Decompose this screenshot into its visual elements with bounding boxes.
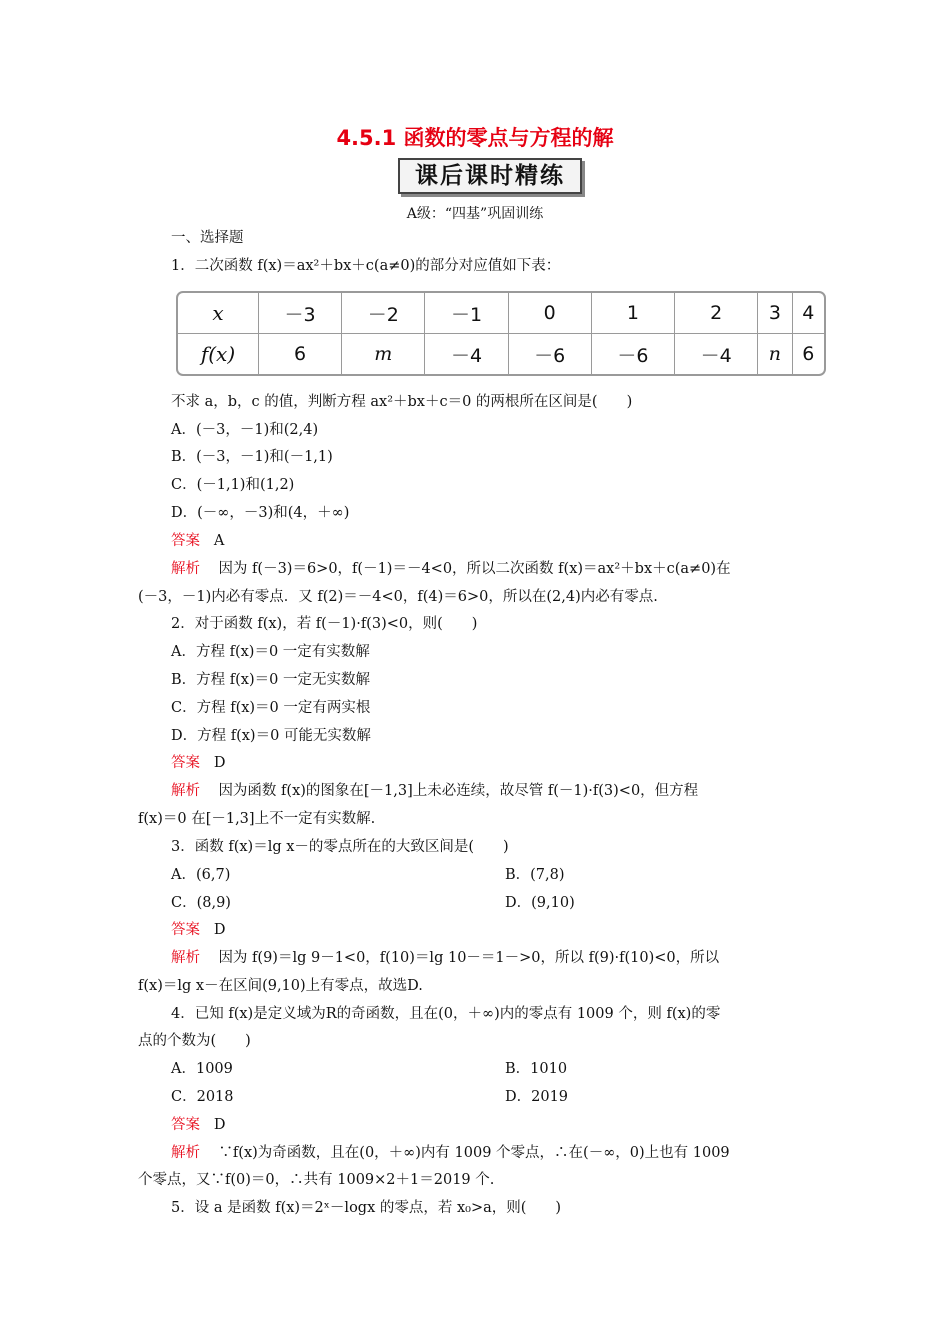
analysis-text: 因为函数 f(x)的图象在[－1,3]上未必连续，故尽管 f(－1)·f(3)<0，但方程 — [218, 783, 699, 799]
section-banner: 课后课时精练 — [398, 158, 582, 194]
q2-analysis-cont: f(x)＝0 在[－1,3]上不一定有实数解. — [138, 811, 376, 827]
table-cell: －3 — [259, 293, 342, 334]
q3-answer — [171, 920, 225, 940]
q4-stem-cont: 点的个数为( ) — [138, 1033, 251, 1049]
table-header-x: x — [178, 293, 259, 334]
q3-analysis — [171, 948, 719, 968]
q4-analysis — [171, 1143, 730, 1163]
table-cell: －2 — [342, 293, 425, 334]
answer-label: 答案 — [171, 1117, 200, 1133]
q4-answer — [171, 1115, 225, 1135]
answer-value: D — [213, 755, 226, 771]
table-cell: －1 — [425, 293, 508, 334]
table-cell: 4 — [793, 293, 824, 334]
q1-analysis — [171, 559, 731, 579]
table-cell: 2 — [675, 293, 758, 334]
q1-value-table — [176, 291, 826, 376]
q3-option-a: A．(6,7) — [171, 867, 231, 883]
q4-option-d: D．2019 — [505, 1089, 569, 1105]
analysis-text: 因为 f(－3)＝6>0，f(－1)＝－4<0，所以二次函数 f(x)＝ax²＋bx＋c(a≠0)在 — [218, 561, 731, 577]
answer-value: D — [213, 922, 226, 938]
table-header-fx: f(x) — [178, 334, 259, 374]
q3-option-d: D．(9,10) — [505, 895, 575, 911]
q1-analysis-cont: (－3，－1)内必有零点．又 f(2)＝－4<0，f(4)＝6>0，所以在(2,4)内必有零点. — [138, 589, 658, 605]
q5-stem: 5．设 a 是函数 f(x)＝2ˣ－logx 的零点，若 x₀>a，则( ) — [171, 1200, 562, 1216]
table-cell: n — [758, 334, 792, 374]
q1-answer — [171, 531, 224, 551]
table-cell: －4 — [675, 334, 758, 374]
q4-option-a: A．1009 — [171, 1061, 233, 1077]
table-cell: 6 — [259, 334, 342, 374]
q3-option-c: C．(8,9) — [171, 895, 231, 911]
analysis-label: 解析 — [171, 950, 200, 966]
section-heading: 一、选择题 — [171, 230, 244, 246]
q4-option-c: C．2018 — [171, 1089, 234, 1105]
q3-option-b: B．(7,8) — [505, 867, 565, 883]
q1-option-c: C．(－1,1)和(1,2) — [171, 477, 295, 493]
table-cell: －6 — [592, 334, 675, 374]
q3-analysis-cont: f(x)＝lg x－在区间(9,10)上有零点，故选D. — [138, 978, 423, 994]
q4-analysis-cont: 个零点，又∵f(0)＝0，∴共有 1009×2＋1＝2019 个. — [138, 1172, 495, 1188]
table-cell: 1 — [592, 293, 675, 334]
q2-analysis — [171, 781, 698, 801]
q2-option-d: D．方程 f(x)＝0 可能无实数解 — [171, 728, 371, 744]
q2-answer — [171, 753, 225, 773]
answer-label: 答案 — [171, 755, 200, 771]
q2-stem: 2．对于函数 f(x)，若 f(－1)·f(3)<0，则( ) — [171, 616, 478, 632]
answer-value: D — [213, 1117, 226, 1133]
analysis-text: ∵f(x)为奇函数，且在(0，＋∞)内有 1009 个零点，∴在(－∞，0)上也有 1009 — [218, 1145, 730, 1161]
q1-option-b: B．(－3，－1)和(－1,1) — [171, 449, 333, 465]
q2-option-a: A．方程 f(x)＝0 一定有实数解 — [171, 644, 370, 660]
answer-value: A — [213, 533, 225, 549]
table-row-x — [178, 293, 824, 334]
table-cell: －6 — [509, 334, 592, 374]
level-heading: A级：“四基”巩固训练 — [406, 206, 544, 222]
q1-option-d: D．(－∞，－3)和(4，＋∞) — [171, 505, 350, 521]
table-row-fx — [178, 334, 824, 374]
q1-stem: 1．二次函数 f(x)＝ax²＋bx＋c(a≠0)的部分对应值如下表： — [171, 258, 561, 274]
answer-label: 答案 — [171, 533, 200, 549]
q4-stem: 4．已知 f(x)是定义域为R的奇函数，且在(0，＋∞)内的零点有 1009 个，则 f(x)的零 — [171, 1006, 721, 1022]
q3-stem: 3．函数 f(x)＝lg x－的零点所在的大致区间是( ) — [171, 839, 509, 855]
q2-option-b: B．方程 f(x)＝0 一定无实数解 — [171, 672, 370, 688]
table-cell: 0 — [509, 293, 592, 334]
q4-option-b: B．1010 — [505, 1061, 568, 1077]
analysis-text: 因为 f(9)＝lg 9－1<0，f(10)＝lg 10－＝1－>0，所以 f(9)·f(10)<0，所以 — [218, 950, 720, 966]
analysis-label: 解析 — [171, 561, 200, 577]
analysis-label: 解析 — [171, 783, 200, 799]
answer-label: 答案 — [171, 922, 200, 938]
table-cell: m — [342, 334, 425, 374]
table-cell: 3 — [758, 293, 792, 334]
q2-option-c: C．方程 f(x)＝0 一定有两实根 — [171, 700, 371, 716]
table-cell: －4 — [425, 334, 508, 374]
q1-question: 不求 a，b，c 的值，判断方程 ax²＋bx＋c＝0 的两根所在区间是( ) — [171, 394, 633, 410]
analysis-label: 解析 — [171, 1145, 200, 1161]
table-cell: 6 — [802, 343, 815, 365]
q1-option-a: A．(－3，－1)和(2,4) — [171, 422, 319, 438]
page-title: 4.5.1 函数的零点与方程的解 — [336, 126, 614, 150]
